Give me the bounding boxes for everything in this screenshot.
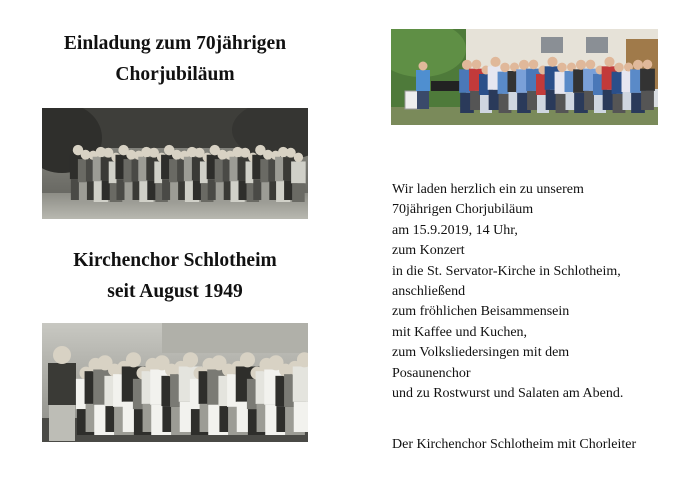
signature-line: Der Kirchenchor Schlotheim mit Chorleiter xyxy=(392,437,637,452)
invitation-line: anschließend xyxy=(392,284,466,300)
invitation-line: zum fröhlichen Beisammensein xyxy=(392,304,570,320)
heading-choir-line-1: Kirchenchor Schlotheim xyxy=(73,250,277,271)
heading-choir xyxy=(20,245,330,307)
invitation-line: und zu Rostwurst und Salaten am Abend. xyxy=(392,386,624,402)
invitation-line: 70jährigen Chorjubiläum xyxy=(392,202,534,218)
invitation-text xyxy=(392,180,692,404)
photo-choir-outdoor xyxy=(391,29,658,125)
photo-choir-1949 xyxy=(42,108,308,219)
invitation-line: mit Kaffee und Kuchen, xyxy=(392,324,528,340)
heading-invitation xyxy=(20,28,330,90)
invitation-line: zum Konzert xyxy=(392,243,465,259)
heading-invitation-line-1: Einladung zum 70jährigen xyxy=(63,33,287,54)
invitation-line: in die St. Servator-Kirche in Schlotheim, xyxy=(392,263,621,279)
invitation-line: zum Volksliedersingen mit dem xyxy=(392,345,570,361)
invitation-line: Wir laden herzlich ein zu unserem xyxy=(392,182,584,197)
invitation-line: am 15.9.2019, 14 Uhr, xyxy=(392,222,518,238)
heading-choir-line-2: seit August 1949 xyxy=(107,281,243,302)
invitation-line: Posaunenchor xyxy=(392,365,471,381)
heading-invitation-line-2: Chorjubiläum xyxy=(115,64,235,85)
photo-choir-performing xyxy=(42,323,308,442)
